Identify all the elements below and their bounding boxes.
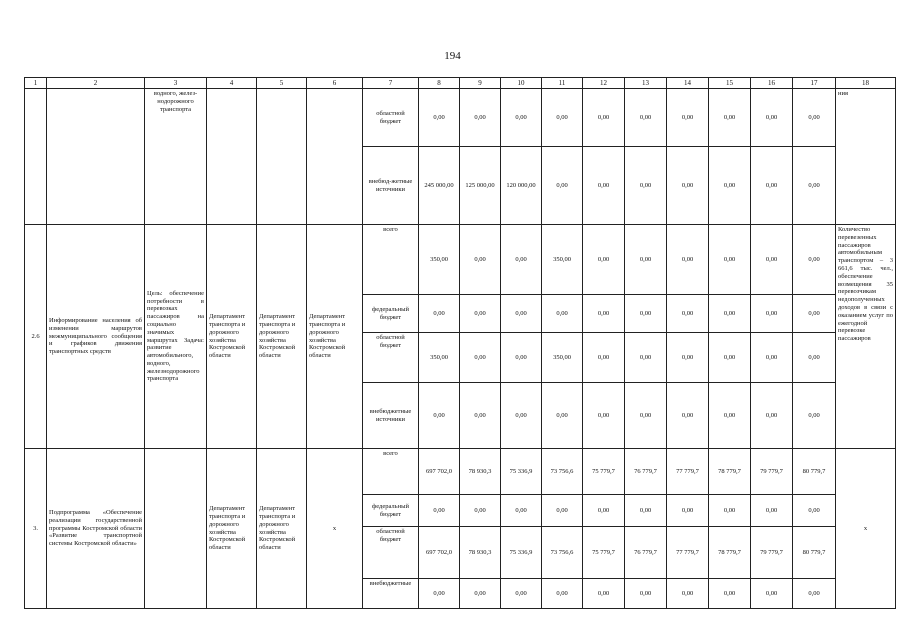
executor-cell: Департамент транспорта и дорожного хозяйства Костромской области [307, 225, 363, 449]
column-number: 2 [47, 78, 145, 89]
column-number: 9 [460, 78, 501, 89]
funding-source: федеральный бюджет [363, 495, 419, 527]
value-cell: 73 756,6 [542, 527, 583, 579]
value-cell: 0,00 [751, 89, 793, 147]
budget-table [24, 77, 896, 609]
value-cell: 0,00 [625, 579, 667, 609]
funding-source: областной бюджет [363, 333, 419, 383]
value-cell: 0,00 [583, 295, 625, 333]
value-cell: 79 779,7 [751, 449, 793, 495]
value-cell: 125 000,00 [460, 147, 501, 225]
value-cell: 0,00 [793, 89, 836, 147]
indicator-cell: Количество перевезенных пассажиров автомобильным транспортом – 3 661,6 тыс. чел., обеспечение возмещения 35 перевозчикам недополученных доходов в связи с оказанием услуг по ежегодной перевозке пассажиров [836, 225, 896, 449]
value-cell: 78 779,7 [709, 449, 751, 495]
executor-cell: Департамент транспорта и дорожного хозяйства Костромской области [207, 225, 257, 449]
goal-cell: Цель: обеспечение потребности в перевозках пассажиров на социально значимых маршрутах Задача: развитие автомобильного, водного, железнодорожного транспорта [145, 225, 207, 449]
value-cell: 0,00 [667, 147, 709, 225]
column-number: 16 [751, 78, 793, 89]
funding-source: областной бюджет [363, 89, 419, 147]
value-cell: 77 779,7 [667, 449, 709, 495]
value-cell: 0,00 [460, 89, 501, 147]
value-cell: 0,00 [793, 579, 836, 609]
value-cell: 0,00 [419, 495, 460, 527]
funding-source: областной бюджет [363, 527, 419, 579]
value-cell: 0,00 [625, 225, 667, 295]
column-number: 11 [542, 78, 583, 89]
column-number: 4 [207, 78, 257, 89]
cell-empty [25, 89, 47, 225]
value-cell: 0,00 [501, 333, 542, 383]
value-cell: 0,00 [751, 147, 793, 225]
col18-cell: х [836, 449, 896, 609]
value-cell: 697 702,0 [419, 449, 460, 495]
table-row [25, 449, 896, 495]
value-cell: 0,00 [419, 579, 460, 609]
value-cell: 0,00 [625, 89, 667, 147]
value-cell: 350,00 [542, 225, 583, 295]
value-cell: 0,00 [751, 225, 793, 295]
value-cell: 0,00 [583, 225, 625, 295]
value-cell: 0,00 [667, 579, 709, 609]
column-number-row [25, 78, 896, 89]
value-cell: 0,00 [751, 295, 793, 333]
value-cell: 80 779,7 [793, 449, 836, 495]
row-number: 2.6 [25, 225, 47, 449]
value-cell: 0,00 [501, 383, 542, 449]
goal-cell: водного, желез-нодорожного транспорта [145, 89, 207, 225]
funding-source: федеральный бюджет [363, 295, 419, 333]
cell-empty [257, 89, 307, 225]
value-cell: 0,00 [542, 89, 583, 147]
value-cell: 0,00 [501, 495, 542, 527]
value-cell: 0,00 [625, 147, 667, 225]
value-cell: 0,00 [501, 89, 542, 147]
value-cell: 73 756,6 [542, 449, 583, 495]
value-cell: 76 779,7 [625, 527, 667, 579]
value-cell: 0,00 [751, 495, 793, 527]
value-cell: 80 779,7 [793, 527, 836, 579]
value-cell: 0,00 [625, 495, 667, 527]
value-cell: 0,00 [793, 225, 836, 295]
value-cell: 0,00 [583, 333, 625, 383]
measure-name: Подпрограмма «Обеспечение реализации государственной программы Костромской области «Развитие транспортной системы Костромской области» [47, 449, 145, 609]
column-number: 8 [419, 78, 460, 89]
cell-empty [207, 89, 257, 225]
value-cell: 0,00 [583, 579, 625, 609]
value-cell: 0,00 [709, 295, 751, 333]
value-cell: 0,00 [460, 225, 501, 295]
measure-name: Информирование населения об изменении маршрутов межмуниципального сообщения и графиков движения транспортных средств [47, 225, 145, 449]
value-cell: 0,00 [419, 89, 460, 147]
value-cell: 0,00 [751, 383, 793, 449]
cell-empty [307, 89, 363, 225]
value-cell: 0,00 [625, 295, 667, 333]
col6-cell: х [307, 449, 363, 609]
value-cell: 0,00 [667, 89, 709, 147]
value-cell: 0,00 [793, 383, 836, 449]
value-cell: 76 779,7 [625, 449, 667, 495]
column-number: 1 [25, 78, 47, 89]
value-cell: 0,00 [460, 383, 501, 449]
value-cell: 0,00 [751, 333, 793, 383]
executor-cell: Департамент транспорта и дорожного хозяйства Костромской области [257, 225, 307, 449]
value-cell: 350,00 [542, 333, 583, 383]
column-number: 3 [145, 78, 207, 89]
column-number: 14 [667, 78, 709, 89]
column-number: 6 [307, 78, 363, 89]
column-number: 13 [625, 78, 667, 89]
value-cell: 0,00 [583, 89, 625, 147]
value-cell: 0,00 [542, 579, 583, 609]
value-cell: 245 000,00 [419, 147, 460, 225]
value-cell: 0,00 [793, 333, 836, 383]
row-number: 3. [25, 449, 47, 609]
value-cell: 0,00 [542, 383, 583, 449]
column-number: 12 [583, 78, 625, 89]
cell-empty [47, 89, 145, 225]
executor-cell: Департамент транспорта и дорожного хозяйства Костромской области [257, 449, 307, 609]
column-number: 15 [709, 78, 751, 89]
value-cell: 0,00 [460, 579, 501, 609]
funding-source: всего [363, 449, 419, 495]
value-cell: 0,00 [793, 147, 836, 225]
value-cell: 0,00 [501, 225, 542, 295]
value-cell: 0,00 [709, 225, 751, 295]
value-cell: 78 930,3 [460, 527, 501, 579]
value-cell: 697 702,0 [419, 527, 460, 579]
value-cell: 0,00 [751, 579, 793, 609]
page-number: 194 [444, 50, 461, 62]
value-cell: 0,00 [460, 295, 501, 333]
value-cell: 0,00 [625, 333, 667, 383]
value-cell: 0,00 [709, 147, 751, 225]
value-cell: 0,00 [501, 295, 542, 333]
column-number: 5 [257, 78, 307, 89]
value-cell: 75 336,9 [501, 449, 542, 495]
value-cell: 0,00 [709, 579, 751, 609]
value-cell: 79 779,7 [751, 527, 793, 579]
value-cell: 78 930,3 [460, 449, 501, 495]
value-cell: 0,00 [667, 495, 709, 527]
value-cell: 0,00 [583, 147, 625, 225]
value-cell: 75 779,7 [583, 449, 625, 495]
value-cell: 350,00 [419, 225, 460, 295]
funding-source: внебюд-жетные источники [363, 147, 419, 225]
value-cell: 0,00 [583, 383, 625, 449]
value-cell: 120 000,00 [501, 147, 542, 225]
value-cell: 0,00 [460, 495, 501, 527]
value-cell: 0,00 [793, 295, 836, 333]
column-number: 18 [836, 78, 896, 89]
value-cell: 0,00 [709, 495, 751, 527]
value-cell: 0,00 [419, 383, 460, 449]
value-cell: 0,00 [667, 225, 709, 295]
value-cell: 0,00 [709, 383, 751, 449]
value-cell: 0,00 [419, 295, 460, 333]
table-row [25, 225, 896, 295]
value-cell: 0,00 [667, 295, 709, 333]
column-number: 17 [793, 78, 836, 89]
value-cell: 78 779,7 [709, 527, 751, 579]
value-cell: 0,00 [542, 147, 583, 225]
value-cell: 0,00 [625, 383, 667, 449]
value-cell: 0,00 [709, 89, 751, 147]
funding-source: внебюджетные источники [363, 383, 419, 449]
column-number: 10 [501, 78, 542, 89]
funding-source: внебюджетные [363, 579, 419, 609]
value-cell: 0,00 [583, 495, 625, 527]
value-cell: 350,00 [419, 333, 460, 383]
value-cell: 0,00 [542, 495, 583, 527]
value-cell: 0,00 [542, 295, 583, 333]
table-row [25, 89, 896, 147]
value-cell: 75 336,9 [501, 527, 542, 579]
value-cell: 0,00 [667, 333, 709, 383]
column-number: 7 [363, 78, 419, 89]
executor-cell: Департамент транспорта и дорожного хозяйства Костромской области [207, 449, 257, 609]
value-cell: 0,00 [709, 333, 751, 383]
value-cell: 0,00 [667, 383, 709, 449]
value-cell: 75 779,7 [583, 527, 625, 579]
value-cell: 0,00 [501, 579, 542, 609]
value-cell: 0,00 [793, 495, 836, 527]
indicator-cell: ния [836, 89, 896, 225]
value-cell: 77 779,7 [667, 527, 709, 579]
value-cell: 0,00 [460, 333, 501, 383]
cell-empty [145, 449, 207, 609]
funding-source: всего [363, 225, 419, 295]
